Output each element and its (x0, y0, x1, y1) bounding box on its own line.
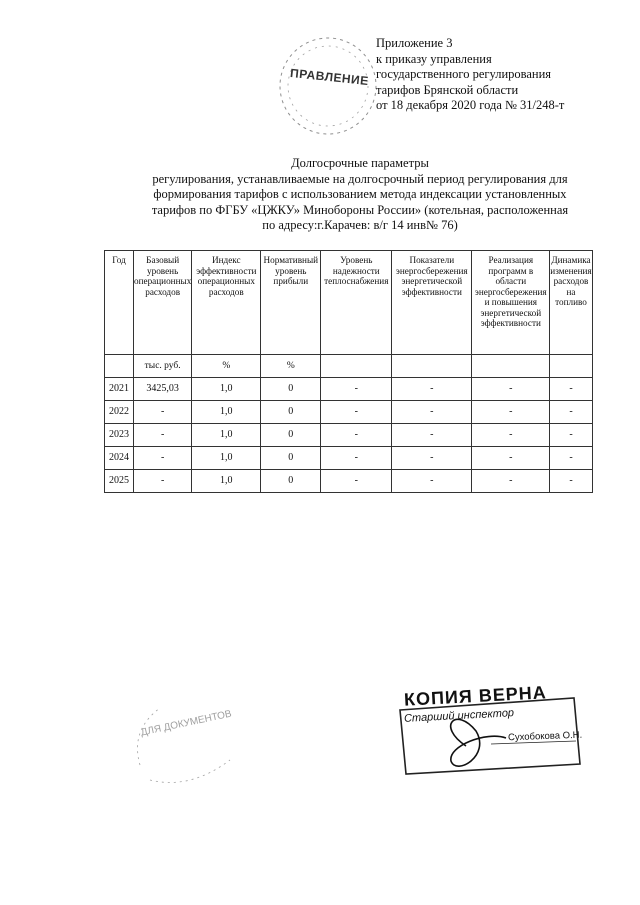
table-cell: - (472, 447, 550, 470)
table-cell: 1,0 (192, 447, 261, 470)
table-cell: - (392, 401, 472, 424)
unit-cell (472, 355, 550, 378)
unit-cell (550, 355, 592, 378)
header-fuel-dynamics: Динамика изменения расходов на топливо (550, 251, 592, 355)
table-cell: - (550, 470, 592, 493)
table-cell: 0 (261, 470, 321, 493)
unit-cell (321, 355, 392, 378)
table-cell: - (134, 447, 192, 470)
table-cell: 2023 (105, 424, 134, 447)
header-energy-programs: Реализация программ в области энергосбережения и повышения энергетической эффективности (472, 251, 550, 355)
table-cell: - (134, 470, 192, 493)
table-cell: - (392, 470, 472, 493)
table-cell: - (321, 378, 392, 401)
unit-cell: % (261, 355, 321, 378)
annex-line: государственного регулирования (376, 67, 552, 81)
table-cell: - (392, 447, 472, 470)
table-cell: - (134, 401, 192, 424)
table-cell: - (550, 424, 592, 447)
table-cell: - (472, 424, 550, 447)
signature-icon (451, 719, 506, 766)
table-cell: - (321, 447, 392, 470)
table-cell: 3425,03 (134, 378, 192, 401)
copy-stamp-name: Сухобокова О.Н. (507, 729, 583, 744)
table-cell: 0 (261, 378, 321, 401)
unit-cell: тыс. руб. (134, 355, 192, 378)
table-cell: 2022 (105, 401, 134, 424)
table-cell: - (392, 424, 472, 447)
table-row (105, 424, 593, 447)
table-cell: - (392, 378, 472, 401)
seal-bottom-text: ДЛЯ ДОКУМЕНТОВ (139, 708, 233, 739)
table-cell: 1,0 (192, 378, 261, 401)
table-cell: - (472, 378, 550, 401)
table-cell: - (550, 401, 592, 424)
table-units-row (105, 355, 593, 378)
table-cell: - (321, 401, 392, 424)
table-row (105, 401, 593, 424)
table-cell: 1,0 (192, 401, 261, 424)
title-line: по адресу:г.Карачев: в/г 14 инв№ 76) (262, 218, 458, 232)
annex-block (376, 36, 564, 114)
parameters-table (104, 250, 593, 493)
table-cell: - (472, 470, 550, 493)
copy-stamp-title: КОПИЯ ВЕРНА (403, 682, 548, 710)
table-row (105, 378, 593, 401)
annex-line: от 18 декабря 2020 года № 31/248-т (376, 98, 565, 112)
header-base-opex: Базовый уровень операционных расходов (134, 251, 192, 355)
unit-cell (392, 355, 472, 378)
table-row (105, 447, 593, 470)
title-line: тарифов по ФГБУ «ЦЖКУ» Минобороны России» (котельная, расположенная (151, 202, 569, 217)
table-cell: - (134, 424, 192, 447)
table-cell: 0 (261, 424, 321, 447)
title-line: регулирования, устанавливаемые на долгосрочный период регулирования для (152, 171, 568, 186)
table-cell: - (321, 470, 392, 493)
unit-cell (105, 355, 134, 378)
title-line: Долгосрочные параметры (291, 156, 429, 170)
table-cell: 2025 (105, 470, 134, 493)
table-cell: - (472, 401, 550, 424)
header-year: Год (105, 251, 134, 355)
title-line: формирования тарифов с использованием метода индексации установленных (153, 187, 567, 201)
table-cell: 2024 (105, 447, 134, 470)
unit-cell: % (192, 355, 261, 378)
header-efficiency-index: Индекс эффективности операционных расходов (192, 251, 261, 355)
table-cell: 2021 (105, 378, 134, 401)
table-cell: - (321, 424, 392, 447)
round-seal-bottom (120, 690, 250, 790)
header-energy-efficiency: Показатели энергосбережения энергетической эффективности (392, 251, 472, 355)
table-cell: 1,0 (192, 470, 261, 493)
annex-line: Приложение 3 (376, 36, 453, 50)
table-cell: 1,0 (192, 424, 261, 447)
document-title (140, 156, 580, 234)
table-cell: - (550, 378, 592, 401)
table-cell: 0 (261, 401, 321, 424)
table-cell: 0 (261, 447, 321, 470)
seal-top-text: ПРАВЛЕНИЕ (289, 65, 370, 89)
annex-line: тарифов Брянской области (376, 82, 519, 97)
table-row (105, 470, 593, 493)
table-cell: - (550, 447, 592, 470)
annex-line: к приказу управления (376, 51, 492, 66)
table-header-row (105, 251, 593, 355)
header-reliability: Уровень надежности теплоснабжения (321, 251, 392, 355)
header-profit-level: Нормативный уровень прибыли (261, 251, 321, 355)
copy-stamp-role: Старший инспектор (403, 707, 515, 725)
